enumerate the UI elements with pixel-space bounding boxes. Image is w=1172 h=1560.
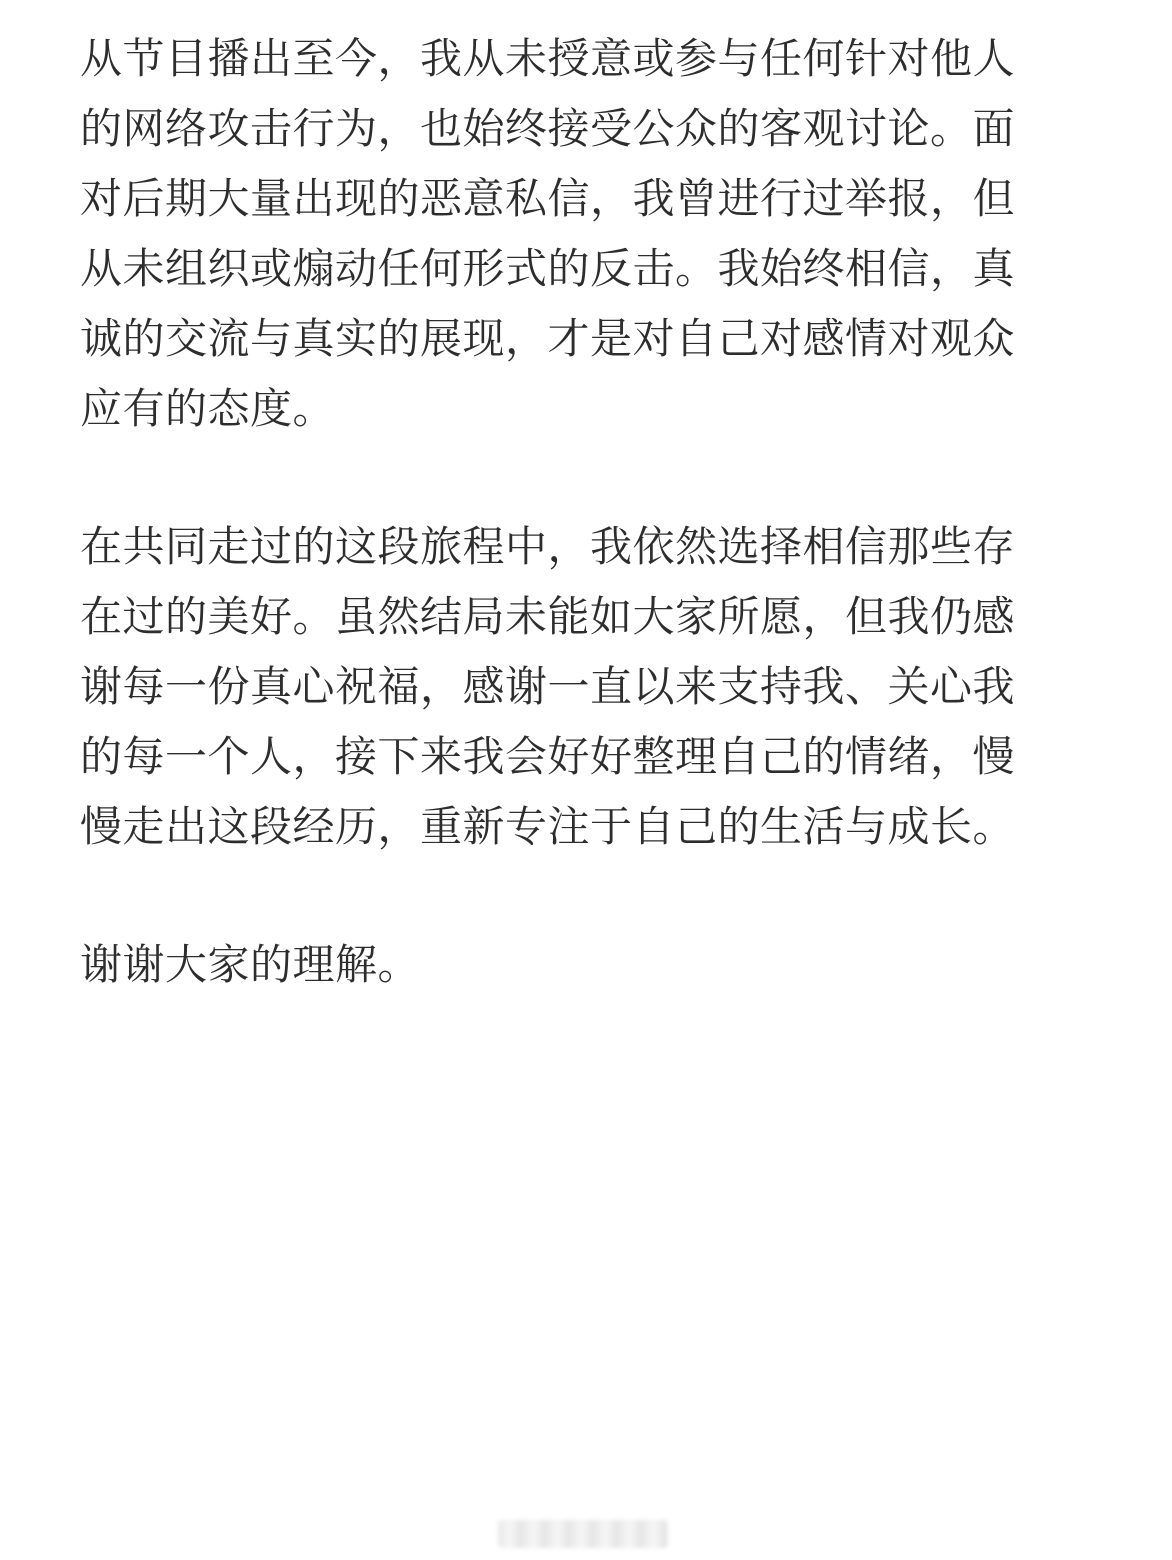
- paragraph-1: [80, 24, 1084, 444]
- paragraph-3: [80, 930, 1084, 1000]
- text-line: 从节目播出至今，我从未授意或参与任何针对他人: [80, 34, 1016, 83]
- statement-text: [80, 24, 1084, 1000]
- text-line: 的每一个人，接下来我会好好整理自己的情绪，慢: [80, 732, 1016, 781]
- paragraph-spacer: [80, 444, 1084, 512]
- text-line: 的网络攻击行为，也始终接受公众的客观讨论。面: [80, 104, 1016, 153]
- text-line: 从未组织或煽动任何形式的反击。我始终相信，真: [80, 244, 1016, 293]
- text-line: 在过的美好。虽然结局未能如大家所愿，但我仍感: [80, 592, 1016, 641]
- text-line: 在共同走过的这段旅程中，我依然选择相信那些存: [80, 522, 1016, 571]
- text-line: 应有的态度。: [80, 384, 336, 433]
- text-line: 慢走出这段经历，重新专注于自己的生活与成长。: [80, 802, 1016, 851]
- text-line: 谢谢大家的理解。: [80, 940, 421, 989]
- text-line: 对后期大量出现的恶意私信，我曾进行过举报，但: [80, 174, 1016, 223]
- paragraph-spacer: [80, 862, 1084, 930]
- paragraph-2: [80, 512, 1084, 862]
- blurred-watermark: [498, 1520, 668, 1548]
- text-line: 谢每一份真心祝福，感谢一直以来支持我、关心我: [80, 662, 1016, 711]
- text-line: 诚的交流与真实的展现，才是对自己对感情对观众: [80, 314, 1016, 363]
